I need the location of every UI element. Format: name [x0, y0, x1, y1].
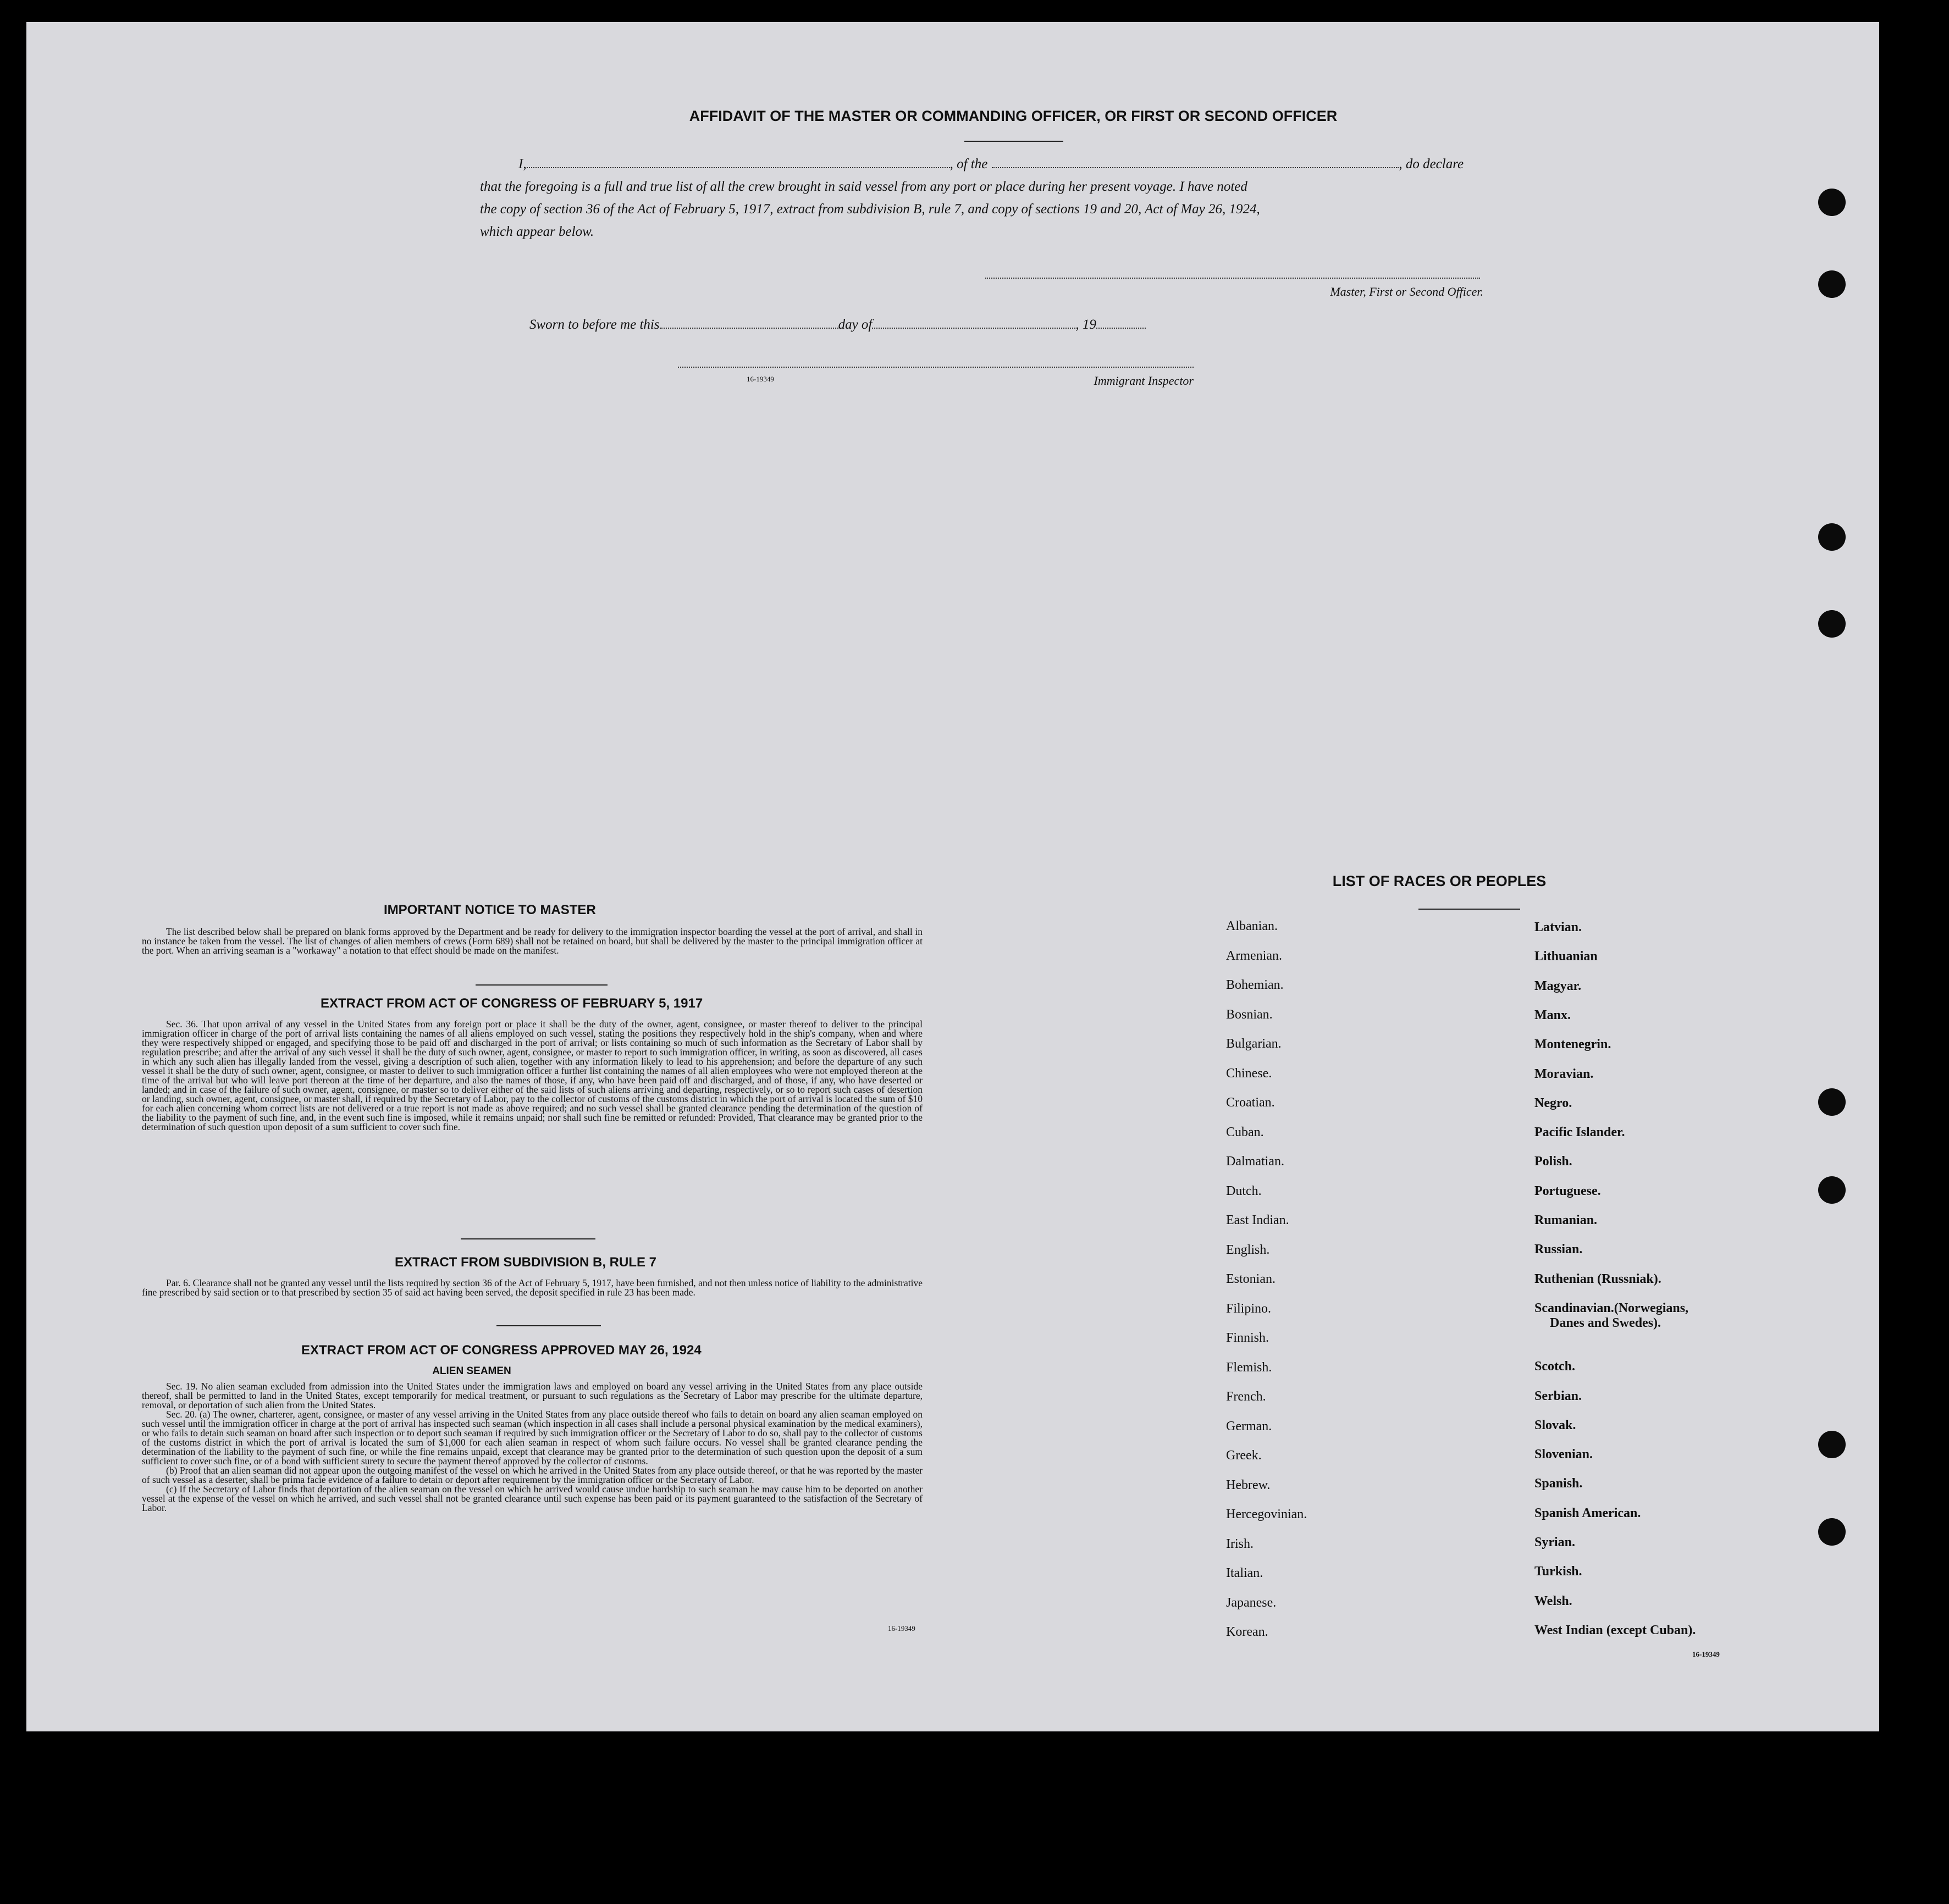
- inspector-signature-line[interactable]: [678, 367, 1194, 368]
- race-item: Albanian.: [1226, 919, 1278, 933]
- sworn-day-field[interactable]: [660, 317, 838, 329]
- race-item: Bohemian.: [1226, 978, 1284, 992]
- race-item: Bosnian.: [1226, 1007, 1273, 1022]
- extract-1917-title: EXTRACT FROM ACT OF CONGRESS OF FEBRUARY 5, 1917: [321, 996, 703, 1011]
- race-item: Flemish.: [1226, 1360, 1272, 1375]
- race-item: Scandinavian.(Norwegians,: [1534, 1300, 1689, 1315]
- affidavit-title: AFFIDAVIT OF THE MASTER OR COMMANDING OFFICER, OR FIRST OR SECOND OFFICER: [689, 108, 1338, 124]
- race-item: Manx.: [1534, 1008, 1571, 1022]
- do-declare-label: , do declare: [1399, 157, 1464, 171]
- punch-hole: [1818, 1431, 1846, 1458]
- master-signature-label: Master, First or Second Officer.: [1330, 285, 1483, 298]
- race-item: Spanish.: [1534, 1476, 1583, 1491]
- sec20b-paragraph: (b) Proof that an alien seaman did not appear upon the outgoing manifest of the vessel on which he arrived in the United States from any place outside thereof, or that he was reported by the master of such vessel as a deserter, shall be prima facie evidence of a failure to detain or deport after requirement by the immigration officer or the Secretary of Labor.: [142, 1465, 923, 1485]
- race-item: Latvian.: [1534, 920, 1582, 934]
- race-item: Filipino.: [1226, 1301, 1272, 1316]
- race-item: Rumanian.: [1534, 1213, 1598, 1227]
- race-item: Finnish.: [1226, 1331, 1269, 1345]
- sworn-year-field[interactable]: [1096, 317, 1146, 329]
- race-item: Serbian.: [1534, 1388, 1582, 1403]
- master-signature-line[interactable]: [985, 278, 1480, 279]
- declaration-line-4: which appear below.: [480, 224, 594, 239]
- extract-1917-rule: [461, 1238, 595, 1239]
- race-item: Russian.: [1534, 1242, 1583, 1257]
- punch-hole: [1818, 610, 1846, 638]
- race-item: Spanish American.: [1534, 1506, 1641, 1520]
- name-field[interactable]: [527, 156, 950, 168]
- race-item: East Indian.: [1226, 1213, 1289, 1227]
- sec20c-paragraph: (c) If the Secretary of Labor finds that deportation of the alien seaman on the vessel on which he arrived would cause undue hardship to such seaman he may cause him to be deported on another vessel at the expense of the vessel on which he arrived, and such vessel shall not be granted clearance until such expense has been paid or its payment guaranteed to the satisfaction of the Secretary of Labor.: [142, 1484, 923, 1513]
- race-item: West Indian (except Cuban).: [1534, 1623, 1696, 1637]
- race-item: Bulgarian.: [1226, 1037, 1282, 1051]
- punch-hole: [1818, 1176, 1846, 1204]
- notice-rule: [476, 984, 608, 986]
- race-item: Slovenian.: [1534, 1447, 1593, 1462]
- extract-1924-title: EXTRACT FROM ACT OF CONGRESS APPROVED MAY 26, 1924: [301, 1343, 702, 1358]
- punch-hole: [1818, 270, 1846, 298]
- year-label: , 19: [1075, 317, 1096, 332]
- race-item: Estonian.: [1226, 1272, 1276, 1286]
- declaration-line-1: [480, 153, 1530, 175]
- race-item: Negro.: [1534, 1095, 1572, 1110]
- form-number-right: 16-19349: [1692, 1650, 1720, 1658]
- race-item: Italian.: [1226, 1566, 1263, 1580]
- extract-1917-paragraph: Sec. 36. That upon arrival of any vessel in the United States from any foreign port or place it shall be the duty of the owner, agent, consignee, or master thereof to deliver to the principal immigration officer in charge of the port of arrival lists containing the names of all aliens employed on such vessel, stating the positions they respectively hold in the ship's company, when and where they were respectively shipped or engaged, and specifying those to be paid off and discharged in the port of arrival; or lists containing so much of such information as the Secretary of Labor shall by regulation prescribe; and after the arrival of any such vessel it shall be the duty of such owner, agent, consignee, or master to report to such immigration officer, in writing, as soon as discovered, all cases in which any such alien has illegally landed from the vessel, giving a description of such alien, together with any information likely to lead to his apprehension; and before the departure of any such vessel it shall be the duty of such owner, agent, consignee, or master to deliver to such immigration officer a further list containing the names of all alien employees who were not employed thereon at the time of the arrival but who will leave port thereon at the time of her departure, and also the names of those, if any, who have been paid off and discharged, and of those, if any, who have deserted or landed; and in case of the failure of such owner, agent, consignee, or master so to deliver either of the said lists of such aliens arriving and departing, respectively, or so to report such cases of desertion or landing, such owner, agent, consignee, or master shall, if required by the Secretary of Labor, pay to the collector of customs of the customs district in which the port of arrival is located the sum of $10 for each alien concerning whom correct lists are not delivered or a true report is not made as above required; and no such vessel shall be granted clearance pending the determination of the question of the liability to the payment of such fine, and, in the event such fine is imposed, while it remains unpaid; nor shall such fine be remitted or refunded: Provided, That clearance may be granted prior to the determination of such question upon deposit of a sum sufficient to cover such fine.: [142, 1019, 923, 1132]
- race-item: Ruthenian (Russniak).: [1534, 1271, 1661, 1286]
- declaration-line-2: that the foregoing is a full and true list of all the crew brought in said vessel from any port or place during her present voyage. I have noted: [480, 179, 1247, 194]
- race-item: Hebrew.: [1226, 1477, 1271, 1492]
- rule7-rule: [496, 1325, 601, 1326]
- race-item: German.: [1226, 1419, 1272, 1433]
- race-item: Turkish.: [1534, 1564, 1582, 1579]
- form-page: [26, 22, 1879, 1731]
- notice-paragraph: The list described below shall be prepared on blank forms approved by the Department and be ready for delivery to the immigration inspector boarding the vessel at the port of arrival, and shall in no instance be taken from the vessel. The list of changes of alien members of crews (Form 689) shall not be retained on board, but shall be delivered by the master to the principal immigration officer at the port. When an arriving seaman is a "workaway" a notation to that effect should be made on the manifest.: [142, 926, 923, 956]
- inspector-label: Immigrant Inspector: [1094, 374, 1194, 388]
- races-title: LIST OF RACES OR PEOPLES: [1332, 873, 1547, 889]
- race-item: Portuguese.: [1534, 1183, 1601, 1198]
- races-rule: [1418, 909, 1520, 910]
- punch-hole: [1818, 523, 1846, 551]
- race-item: Cuban.: [1226, 1125, 1264, 1139]
- sworn-line: [529, 313, 1146, 336]
- rule7-text: [142, 1278, 923, 1297]
- sec19-paragraph: Sec. 19. No alien seaman excluded from admission into the United States under the immigration laws and employed on board any vessel arriving in the United States from any place outside thereof, shall be permitted to land in the United States, except temporarily for medical treatment, or pursuant to such regulations as the Secretary of Labor may prescribe for the ultimate departure, removal, or deportation of such alien from the United States.: [142, 1381, 923, 1410]
- race-item: Armenian.: [1226, 948, 1282, 963]
- race-item: English.: [1226, 1242, 1270, 1257]
- race-item: Danes and Swedes).: [1550, 1315, 1661, 1330]
- punch-hole: [1818, 189, 1846, 216]
- sworn-month-field[interactable]: [872, 317, 1075, 329]
- race-item: Dalmatian.: [1226, 1154, 1284, 1169]
- rule7-title: EXTRACT FROM SUBDIVISION B, RULE 7: [395, 1255, 657, 1270]
- form-number-top: 16-19349: [747, 375, 774, 383]
- race-item: Greek.: [1226, 1448, 1262, 1463]
- race-item: Pacific Islander.: [1534, 1125, 1625, 1140]
- extract-1917-text: [142, 1020, 923, 1132]
- race-item: Welsh.: [1534, 1593, 1572, 1608]
- race-item: Polish.: [1534, 1154, 1572, 1169]
- race-item: Slovak.: [1534, 1418, 1576, 1432]
- sworn-label: Sworn to before me this: [529, 317, 660, 332]
- race-item: Chinese.: [1226, 1066, 1272, 1081]
- extract-1924-text: [142, 1382, 923, 1513]
- race-item: Irish.: [1226, 1536, 1254, 1551]
- sec20a-paragraph: Sec. 20. (a) The owner, charterer, agent, consignee, or master of any vessel arriving in the United States from any place outside thereof who fails to detain on board any alien seaman employed on such vessel until the immigration officer in charge at the port of arrival has inspected such seaman (which inspection in all cases shall include a personal physical examination by the medical examiners), or who fails to detain such seaman on board after such inspection or to deport such seaman if required by such immigration officer or the Secretary of Labor to do so, shall pay to the collector of customs of the customs district in which the port of arrival is located the sum of $1,000 for each alien seaman in respect of whom such failure occurs. No vessel shall be granted clearance pending the determination of the liability to the payment of such fine, or while the fine remains unpaid, except that clearance may be granted prior to the determination of such question upon the deposit of a sum sufficient to cover such fine, or of a bond with sufficient surety to secure the payment thereof approved by the collector of customs.: [142, 1409, 923, 1466]
- punch-hole: [1818, 1088, 1846, 1116]
- punch-hole: [1818, 1518, 1846, 1546]
- race-item: French.: [1226, 1390, 1266, 1404]
- notice-title: IMPORTANT NOTICE TO MASTER: [384, 903, 596, 917]
- race-item: Magyar.: [1534, 978, 1582, 993]
- race-item: Korean.: [1226, 1625, 1268, 1639]
- vessel-field[interactable]: [992, 156, 1399, 168]
- race-item: Lithuanian: [1534, 949, 1598, 964]
- form-number-left: 16-19349: [888, 1624, 915, 1632]
- title-rule: [964, 141, 1063, 142]
- declaration-line-3: the copy of section 36 of the Act of February 5, 1917, extract from subdivision B, rule 7, and copy of sections 19 and 20, Act of May 26, 1924,: [480, 202, 1260, 217]
- race-item: Croatian.: [1226, 1095, 1275, 1110]
- race-item: Montenegrin.: [1534, 1037, 1611, 1052]
- race-item: Hercegovinian.: [1226, 1507, 1307, 1521]
- rule7-paragraph: Par. 6. Clearance shall not be granted any vessel until the lists required by section 36 of the Act of February 5, 1917, have been furnished, and not then unless notice of liability to the administrative fine prescribed by said section or to that prescribed by section 35 of said act having been served, the deposit specified in rule 23 has been made.: [142, 1277, 923, 1298]
- race-item: Japanese.: [1226, 1595, 1277, 1610]
- notice-text: [142, 927, 923, 955]
- declaration-block: [480, 153, 1530, 243]
- race-item: Dutch.: [1226, 1183, 1262, 1198]
- race-item: Moravian.: [1534, 1066, 1594, 1081]
- extract-1924-subtitle: ALIEN SEAMEN: [432, 1365, 511, 1377]
- race-item: Scotch.: [1534, 1359, 1575, 1374]
- race-item: Syrian.: [1534, 1535, 1576, 1549]
- i-label: I,: [518, 157, 527, 171]
- day-of-label: day of: [838, 317, 873, 332]
- of-the-label: , of the: [949, 157, 988, 171]
